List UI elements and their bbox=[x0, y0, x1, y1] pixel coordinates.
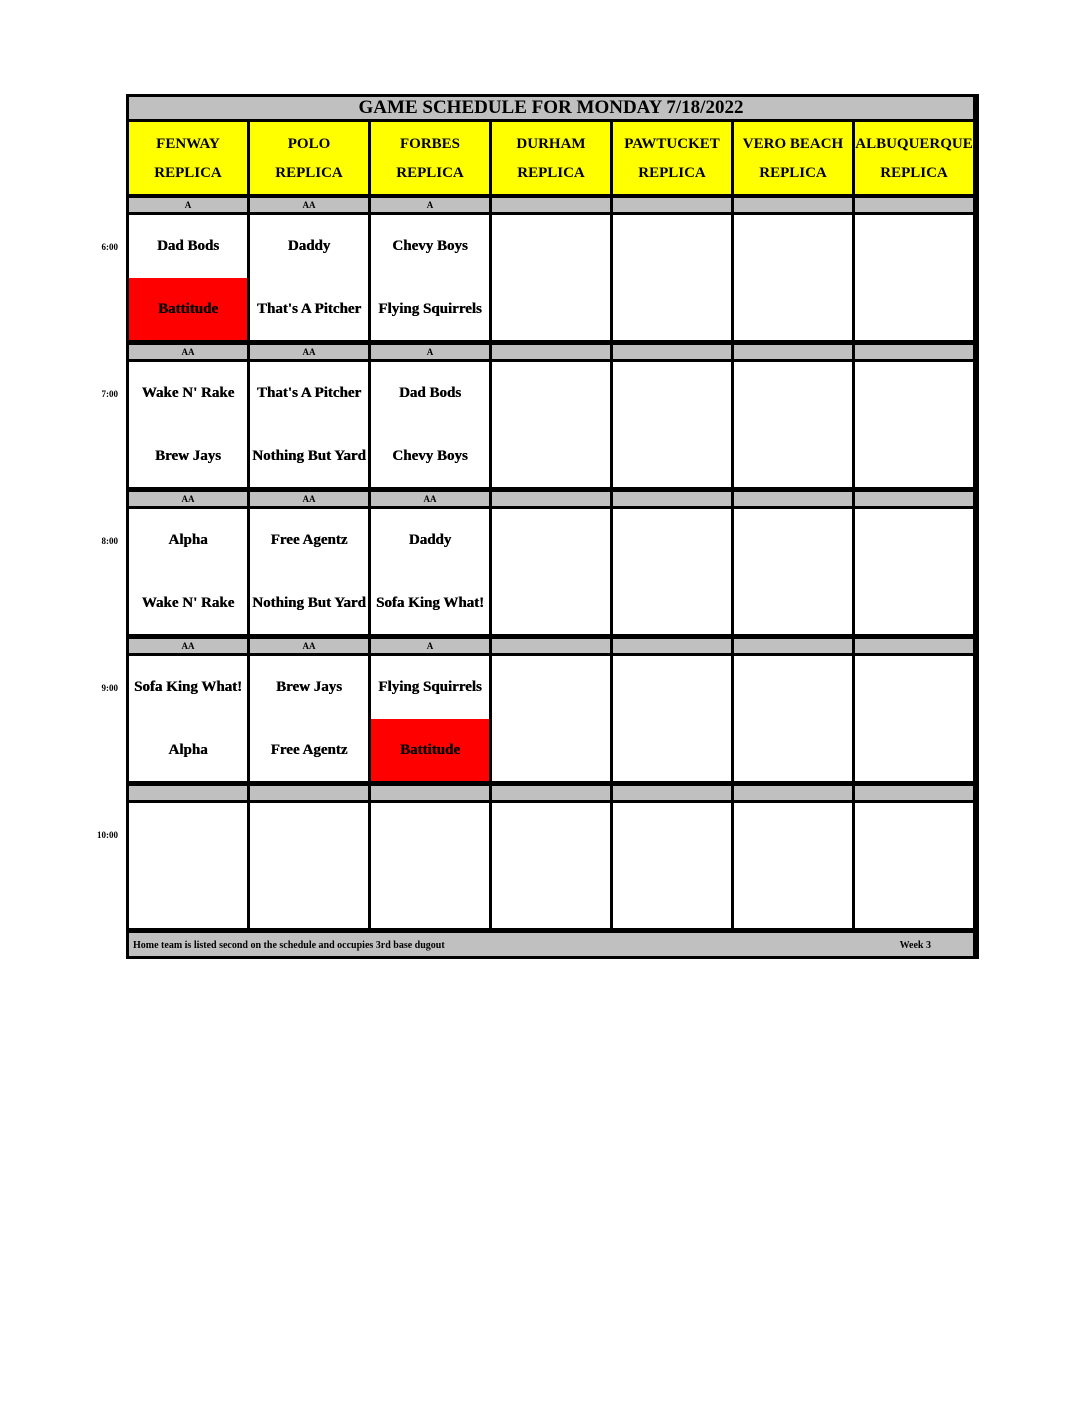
game-cell bbox=[250, 656, 368, 781]
game-cell bbox=[492, 509, 610, 634]
away-team bbox=[855, 509, 973, 572]
home-team: Free Agentz bbox=[270, 741, 348, 758]
away-team bbox=[613, 362, 731, 425]
home-team: Wake N' Rake bbox=[141, 594, 235, 611]
away-team: That's A Pitcher bbox=[256, 385, 362, 402]
game-cell bbox=[250, 509, 368, 634]
time-label: 6:00 bbox=[101, 242, 118, 252]
schedule-footer bbox=[129, 933, 973, 956]
division-label bbox=[613, 198, 731, 212]
home-team bbox=[855, 278, 973, 341]
division-label: A bbox=[371, 198, 489, 212]
division-label: A bbox=[371, 345, 489, 359]
division-label bbox=[855, 492, 973, 506]
field-header bbox=[250, 122, 368, 194]
division-label bbox=[734, 492, 852, 506]
home-team: Battitude bbox=[129, 278, 247, 341]
home-team bbox=[492, 719, 610, 782]
home-team bbox=[613, 866, 731, 929]
away-team: Chevy Boys bbox=[392, 238, 468, 255]
away-team bbox=[855, 362, 973, 425]
home-team: Nothing But Yard bbox=[252, 447, 366, 464]
home-team bbox=[734, 719, 852, 782]
home-team bbox=[613, 278, 731, 341]
away-team: Daddy bbox=[408, 532, 452, 549]
away-team: Brew Jays bbox=[276, 679, 342, 696]
home-team: Battitude bbox=[371, 719, 489, 782]
division-label: AA bbox=[250, 345, 368, 359]
away-team: Sofa King What! bbox=[133, 679, 243, 696]
field-header bbox=[855, 122, 973, 194]
away-team bbox=[613, 656, 731, 719]
field-name: DURHAM bbox=[516, 135, 586, 152]
field-type-label: REPLICA bbox=[638, 164, 706, 181]
game-cell bbox=[129, 362, 247, 487]
away-team bbox=[613, 803, 731, 866]
away-team bbox=[492, 803, 610, 866]
away-team bbox=[492, 362, 610, 425]
home-team: That's A Pitcher bbox=[256, 300, 362, 317]
field-header bbox=[371, 122, 489, 194]
game-cell bbox=[613, 803, 731, 928]
away-team bbox=[855, 803, 973, 866]
game-cell bbox=[734, 215, 852, 340]
division-label bbox=[734, 786, 852, 800]
division-label: A bbox=[371, 639, 489, 653]
away-team bbox=[734, 362, 852, 425]
home-team bbox=[492, 866, 610, 929]
game-cell bbox=[371, 656, 489, 781]
away-team: Flying Squirrels bbox=[378, 679, 482, 696]
field-type-label: REPLICA bbox=[396, 164, 464, 181]
field-header bbox=[613, 122, 731, 194]
game-cell bbox=[855, 509, 973, 634]
away-team bbox=[492, 509, 610, 572]
away-team: Daddy bbox=[287, 238, 331, 255]
away-team: Wake N' Rake bbox=[141, 385, 235, 402]
away-team bbox=[734, 215, 852, 278]
division-label bbox=[613, 492, 731, 506]
game-cell bbox=[492, 362, 610, 487]
home-team: Alpha bbox=[168, 741, 208, 758]
game-cell bbox=[129, 656, 247, 781]
home-team bbox=[492, 425, 610, 488]
away-team: Alpha bbox=[168, 532, 208, 549]
game-cell bbox=[371, 803, 489, 928]
home-team bbox=[855, 425, 973, 488]
division-label bbox=[734, 198, 852, 212]
division-label: AA bbox=[371, 492, 489, 506]
away-team: Dad Bods bbox=[156, 238, 220, 255]
home-team bbox=[492, 278, 610, 341]
division-label: AA bbox=[250, 492, 368, 506]
game-cell bbox=[855, 215, 973, 340]
division-label bbox=[492, 639, 610, 653]
home-team bbox=[734, 572, 852, 635]
game-cell bbox=[250, 803, 368, 928]
away-team bbox=[613, 215, 731, 278]
home-team bbox=[129, 866, 247, 929]
time-label: 7:00 bbox=[101, 389, 118, 399]
home-team: Flying Squirrels bbox=[378, 300, 482, 317]
field-type-label: REPLICA bbox=[759, 164, 827, 181]
game-cell bbox=[613, 656, 731, 781]
game-cell bbox=[734, 509, 852, 634]
field-header bbox=[129, 122, 247, 194]
game-cell bbox=[371, 215, 489, 340]
away-team bbox=[492, 656, 610, 719]
division-label: AA bbox=[250, 639, 368, 653]
away-team bbox=[855, 656, 973, 719]
field-type-label: REPLICA bbox=[517, 164, 585, 181]
game-cell bbox=[855, 656, 973, 781]
division-label bbox=[492, 492, 610, 506]
home-team bbox=[492, 572, 610, 635]
home-team bbox=[613, 572, 731, 635]
away-team bbox=[492, 215, 610, 278]
home-team: Nothing But Yard bbox=[252, 594, 366, 611]
home-team bbox=[855, 572, 973, 635]
game-cell bbox=[613, 215, 731, 340]
home-team bbox=[613, 719, 731, 782]
division-label bbox=[371, 786, 489, 800]
game-cell bbox=[855, 362, 973, 487]
division-label bbox=[734, 639, 852, 653]
division-label bbox=[250, 786, 368, 800]
field-type-label: REPLICA bbox=[880, 164, 948, 181]
game-cell bbox=[613, 509, 731, 634]
away-team: Free Agentz bbox=[270, 532, 348, 549]
footer-note: Home team is listed second on the schedule and occupies 3rd base dugout bbox=[133, 940, 445, 951]
game-cell bbox=[371, 362, 489, 487]
division-label bbox=[734, 345, 852, 359]
field-name: POLO bbox=[287, 135, 331, 152]
division-label bbox=[855, 639, 973, 653]
schedule-table bbox=[126, 94, 979, 959]
game-cell bbox=[129, 509, 247, 634]
division-label bbox=[613, 639, 731, 653]
schedule-title: GAME SCHEDULE FOR MONDAY 7/18/2022 bbox=[129, 97, 973, 119]
away-team bbox=[250, 803, 368, 866]
home-team bbox=[734, 866, 852, 929]
away-team bbox=[855, 215, 973, 278]
field-type-label: REPLICA bbox=[154, 164, 222, 181]
division-label bbox=[129, 786, 247, 800]
division-label: A bbox=[129, 198, 247, 212]
division-label: AA bbox=[129, 492, 247, 506]
game-cell bbox=[492, 803, 610, 928]
field-name: PAWTUCKET bbox=[624, 135, 720, 152]
game-cell bbox=[250, 362, 368, 487]
time-label: 10:00 bbox=[97, 830, 118, 840]
field-type-label: REPLICA bbox=[275, 164, 343, 181]
field-name: FENWAY bbox=[156, 135, 220, 152]
game-cell bbox=[855, 803, 973, 928]
home-team bbox=[250, 866, 368, 929]
game-cell bbox=[492, 656, 610, 781]
division-label bbox=[613, 786, 731, 800]
away-team bbox=[734, 803, 852, 866]
game-cell bbox=[613, 362, 731, 487]
division-label bbox=[855, 198, 973, 212]
game-cell bbox=[734, 362, 852, 487]
division-label bbox=[492, 786, 610, 800]
away-team bbox=[734, 509, 852, 572]
division-label bbox=[855, 786, 973, 800]
home-team bbox=[734, 425, 852, 488]
division-label bbox=[492, 198, 610, 212]
division-label: AA bbox=[129, 639, 247, 653]
game-cell bbox=[371, 509, 489, 634]
division-label bbox=[855, 345, 973, 359]
home-team: Brew Jays bbox=[155, 447, 221, 464]
week-label: Week 3 bbox=[899, 940, 931, 951]
game-cell bbox=[734, 656, 852, 781]
home-team bbox=[613, 425, 731, 488]
game-cell bbox=[129, 803, 247, 928]
field-name: VERO BEACH bbox=[742, 135, 844, 152]
game-cell bbox=[129, 215, 247, 340]
field-name: FORBES bbox=[399, 135, 460, 152]
home-team: Sofa King What! bbox=[375, 594, 485, 611]
away-team bbox=[371, 803, 489, 866]
division-label: AA bbox=[250, 198, 368, 212]
division-label: AA bbox=[129, 345, 247, 359]
game-cell bbox=[734, 803, 852, 928]
home-team bbox=[371, 866, 489, 929]
field-header bbox=[492, 122, 610, 194]
away-team bbox=[613, 509, 731, 572]
division-label bbox=[492, 345, 610, 359]
away-team bbox=[129, 803, 247, 866]
division-label bbox=[613, 345, 731, 359]
field-name: ALBUQUERQUE bbox=[855, 135, 973, 152]
away-team bbox=[734, 656, 852, 719]
field-header bbox=[734, 122, 852, 194]
home-team bbox=[734, 278, 852, 341]
game-cell bbox=[492, 215, 610, 340]
game-cell bbox=[250, 215, 368, 340]
home-team bbox=[855, 719, 973, 782]
time-label: 8:00 bbox=[101, 536, 118, 546]
time-label: 9:00 bbox=[101, 683, 118, 693]
home-team: Chevy Boys bbox=[392, 447, 468, 464]
away-team: Dad Bods bbox=[398, 385, 462, 402]
home-team bbox=[855, 866, 973, 929]
